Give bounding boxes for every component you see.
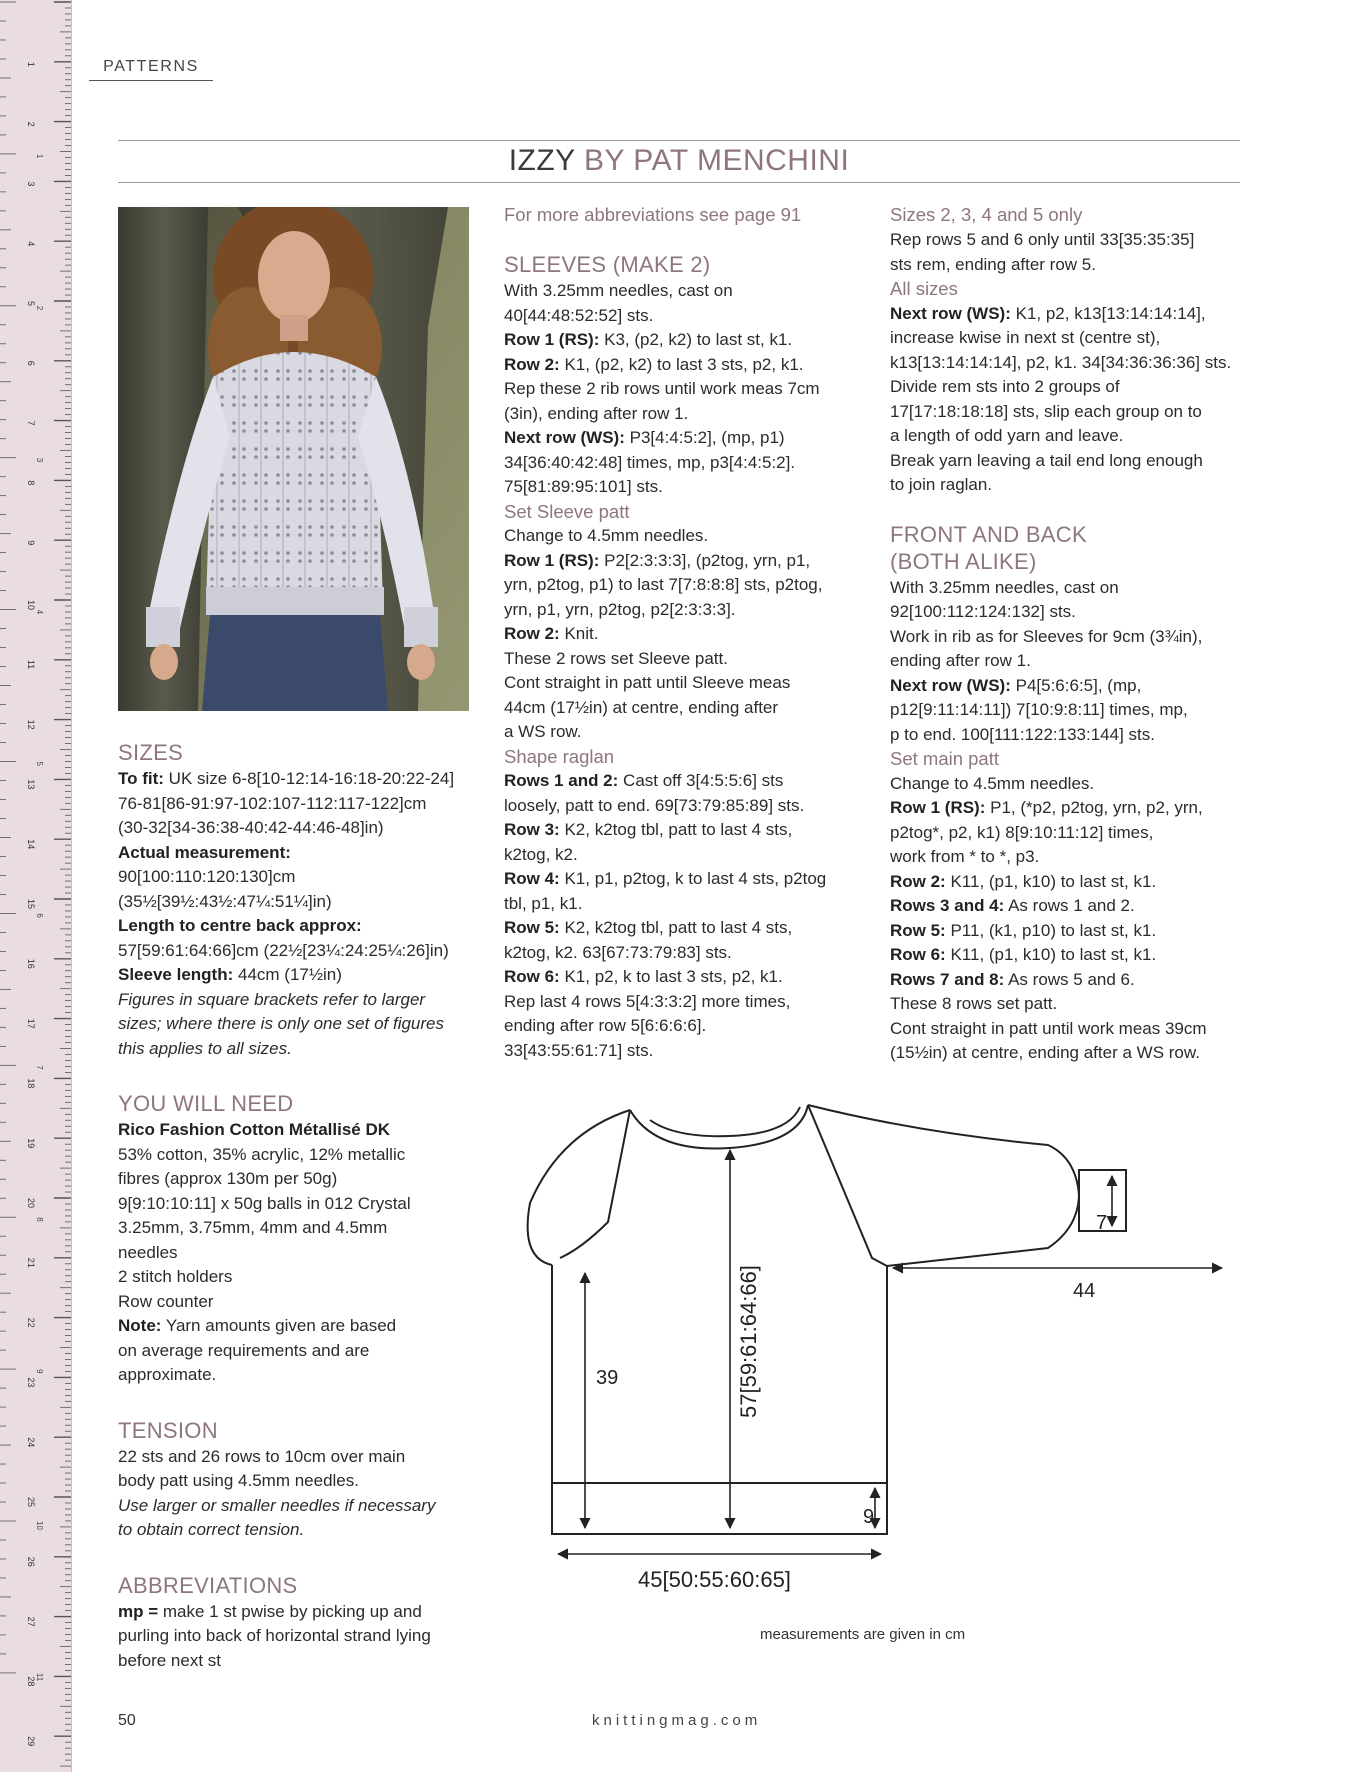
raglan-rows-1-2-text: Cast off 3[4:5:5:6] sts xyxy=(618,771,784,790)
sleeve-patt-row-2-label: Row 2: xyxy=(504,624,560,643)
raglan-repeat-1: Rep last 4 rows 5[4:3:3:2] more times, xyxy=(504,991,791,1011)
ruler-cm-label: 21 xyxy=(26,1257,36,1268)
ruler-cm-label: 4 xyxy=(26,241,36,247)
rib-repeat-1: Rep these 2 rib rows until work meas 7cm xyxy=(504,379,820,398)
raglan-row-3 xyxy=(504,818,864,843)
front-next-row-text: P4[5:6:6:5], (mp, xyxy=(1010,675,1142,695)
sleeve-row-1-label: Row 1 (RS): xyxy=(504,330,600,349)
raglan-row-3-cont: k2tog, k2. xyxy=(504,844,578,864)
main-row-1-cont-2: work from * to *, p3. xyxy=(890,847,1040,866)
ruler-cm-label: 9 xyxy=(26,540,36,546)
ruler-inch-label: 2 xyxy=(35,305,44,311)
left-raglan xyxy=(560,1110,630,1258)
all-sizes-next-row-text: K1, p2, k13[13:14:14:14], xyxy=(1010,303,1206,323)
sleeve-row-1 xyxy=(504,328,864,353)
ruler-graphic xyxy=(0,0,72,1772)
ruler-cm-label: 1 xyxy=(25,61,36,67)
raglan-rows-1-2 xyxy=(504,769,864,794)
ruler-inch-label: 11 xyxy=(35,1672,44,1682)
main-rows-3-4-text: As rows 1 and 2. xyxy=(1004,896,1135,915)
mp-line-2: purling into back of horizontal strand lying xyxy=(118,1626,431,1645)
main-rows-3-4 xyxy=(890,894,1255,919)
spacer xyxy=(504,228,864,252)
sleeve-next-row-label: Next row (WS): xyxy=(504,428,625,447)
main-rows-7-8 xyxy=(890,968,1255,993)
width-label: 45[50:55:60:65] xyxy=(638,1567,791,1592)
abbreviations-heading: ABBREVIATIONS xyxy=(118,1572,298,1598)
ruler-cm-label: 25 xyxy=(26,1497,36,1508)
you-will-need-heading: YOU WILL NEED xyxy=(118,1091,294,1116)
ruler-cm-label: 14 xyxy=(26,839,36,850)
schematic-svg xyxy=(500,1098,1240,1618)
spacer xyxy=(890,498,1255,522)
ruler-cm-label: 26 xyxy=(26,1556,36,1567)
total-length-label: 57[59:61:64:66] xyxy=(736,1265,761,1418)
all-sizes-next-row-3: k13[13:14:14:14], p2, k1. 34[34:36:36:36] sts. xyxy=(890,352,1232,372)
sleeve-row-2 xyxy=(504,353,864,378)
spacer xyxy=(118,1543,478,1573)
divide-1: Divide rem sts into 2 groups of xyxy=(890,377,1120,396)
raglan-row-3-text: K2, k2tog tbl, patt to last 4 sts, xyxy=(559,820,793,839)
all-sizes-next-row xyxy=(890,302,1255,327)
sizes-note-2 xyxy=(118,1012,478,1037)
tension-line-1: 22 sts and 26 rows to 10cm over main xyxy=(118,1446,406,1466)
raglan-row-6-text: K1, p2, k to last 3 sts, p2, k1. xyxy=(559,967,783,986)
neckline-inner xyxy=(650,1107,800,1136)
front-back-heading-2: (BOTH ALIKE) xyxy=(890,548,1037,574)
shape-raglan-heading: Shape raglan xyxy=(504,745,615,767)
tension-line-2: body patt using 4.5mm needles. xyxy=(118,1471,359,1490)
website-url: knittingmag.com xyxy=(592,1712,762,1729)
raglan-row-4-label: Row 4: xyxy=(504,869,560,888)
length-label: Length to centre back approx: xyxy=(118,916,362,935)
front-rib-1: Work in rib as for Sleeves for 9cm (3¾in), xyxy=(890,626,1203,646)
sizes-2-5-heading: Sizes 2, 3, 4 and 5 only xyxy=(890,204,1083,225)
sleeve-patt-row-1-2: yrn, p2tog, p1) to last 7[7:8:8:8] sts, p2tog, xyxy=(504,575,823,594)
ruler-inch-label: 4 xyxy=(35,609,44,615)
front-rib-2: ending after row 1. xyxy=(890,651,1031,670)
sleeve-cont-2: 44cm (17½in) at centre, ending after xyxy=(504,697,779,717)
right-raglan xyxy=(808,1105,887,1266)
model-photo-illustration xyxy=(118,207,469,711)
ruler-cm-label: 8 xyxy=(26,480,36,486)
ruler-cm-label: 23 xyxy=(26,1377,36,1388)
sleeve-length-label: Sleeve length: xyxy=(118,965,234,984)
sleeve-cont-3: a WS row. xyxy=(504,722,582,741)
yarn-note-line-3: approximate. xyxy=(118,1365,217,1384)
raglan-repeat-2: ending after row 5[6:6:6:6]. xyxy=(504,1016,707,1035)
sizes-note-1 xyxy=(118,988,478,1013)
yarn-note-line-1 xyxy=(118,1314,478,1339)
mp-label: mp = xyxy=(118,1601,159,1621)
raglan-row-6-label: Row 6: xyxy=(504,967,560,986)
length-label-line xyxy=(118,914,478,939)
ruler-inch-label: 5 xyxy=(35,761,44,766)
mp-line-3: before next st xyxy=(118,1650,222,1670)
needles-line-1: 3.25mm, 3.75mm, 4mm and 4.5mm xyxy=(118,1218,388,1237)
sleeve-row-2-text: K1, (p2, k2) to last 3 sts, p2, k1. xyxy=(559,354,804,374)
sizes-note-1-text: Figures in square brackets refer to larger xyxy=(118,989,426,1009)
needles-line-2: needles xyxy=(118,1242,178,1262)
ruler-cm-label: 7 xyxy=(26,420,36,426)
front-next-row xyxy=(890,674,1255,699)
sleeve-length-label: 44 xyxy=(1073,1280,1096,1302)
main-row-2-label: Row 2: xyxy=(890,871,946,891)
raglan-row-5-label: Row 5: xyxy=(504,918,560,937)
mp-text-1: make 1 st pwise by picking up and xyxy=(158,1601,422,1621)
to-fit-line xyxy=(118,767,478,792)
ruler-inch-label: 8 xyxy=(35,1217,44,1222)
ruler-inch-label: 1 xyxy=(35,153,44,159)
sleeve-patt-row-2 xyxy=(504,622,864,647)
title-bar xyxy=(118,140,1240,183)
front-next-row-label: Next row (WS): xyxy=(890,675,1011,695)
front-next-row-2: p12[9:11:14:11]) 7[10:9:8:11] times, mp, xyxy=(890,700,1188,719)
to-fit-label: To fit: xyxy=(118,769,164,788)
ruler-cm-label: 16 xyxy=(26,958,36,969)
actual-label: Actual measurement: xyxy=(118,842,291,862)
sleeve-cast-on-1: With 3.25mm needles, cast on xyxy=(504,281,733,300)
title-byline: BY PAT MENCHINI xyxy=(583,144,850,177)
column-1 xyxy=(118,740,478,1673)
main-patt-1: Change to 4.5mm needles. xyxy=(890,773,1095,793)
ruler-inch-label: 10 xyxy=(35,1521,44,1530)
main-rows-7-8-label: Rows 7 and 8: xyxy=(890,969,1005,989)
main-rows-7-8-text: As rows 5 and 6. xyxy=(1004,969,1135,989)
sleeve-cont-1: Cont straight in patt until Sleeve meas xyxy=(504,673,791,692)
main-row-2-text: K11, (p1, k10) to last st, k1. xyxy=(945,871,1157,891)
sizes-2-5-line-1: Rep rows 5 and 6 only until 33[35:35:35] xyxy=(890,230,1195,249)
tension-line-4-text: to obtain correct tension. xyxy=(118,1520,305,1539)
stitch-holders: 2 stitch holders xyxy=(118,1267,233,1286)
all-sizes-next-row-2: increase kwise in next st (centre st), xyxy=(890,328,1161,347)
ruler-cm-label: 20 xyxy=(26,1198,36,1209)
raglan-row-3-label: Row 3: xyxy=(504,820,560,839)
ruler-inch-label: 3 xyxy=(35,457,44,463)
main-row-1 xyxy=(890,796,1255,821)
ruler-cm-label: 29 xyxy=(26,1736,36,1747)
mp-line-1 xyxy=(118,1600,478,1625)
sizes-note-2-text: sizes; where there is only one set of figures xyxy=(118,1014,444,1033)
cuff-label: 7 xyxy=(1096,1212,1108,1234)
rib-label: 9 xyxy=(863,1506,875,1528)
ruler-cm-label: 15 xyxy=(26,899,36,910)
main-patt-3: Cont straight in patt until work meas 39cm xyxy=(890,1018,1207,1038)
raglan-row-4 xyxy=(504,867,864,892)
main-row-6-label: Row 6: xyxy=(890,945,946,964)
sleeve-row-2-label: Row 2: xyxy=(504,354,560,374)
schematic-outline xyxy=(528,1105,1126,1534)
sleeve-cast-on-2: 40[44:48:52:52] sts. xyxy=(504,305,654,325)
body-length-label: 39 xyxy=(596,1367,619,1389)
main-patt-2: These 8 rows set patt. xyxy=(890,994,1058,1013)
raglan-repeat-3: 33[43:55:61:71] sts. xyxy=(504,1040,654,1060)
ruler-cm-label: 2 xyxy=(26,121,36,127)
abbreviations-reference: For more abbreviations see page 91 xyxy=(504,204,802,225)
yarn-name-line xyxy=(118,1118,478,1143)
main-row-6-text: K11, (p1, k10) to last st, k1. xyxy=(945,945,1157,964)
ruler-cm-label: 19 xyxy=(26,1138,36,1149)
measurements-caption: measurements are given in cm xyxy=(760,1626,966,1643)
ruler-cm-label: 27 xyxy=(26,1616,36,1627)
title-main: IZZY xyxy=(508,144,576,177)
ruler-inch-label: 9 xyxy=(35,1369,44,1374)
yarn-note-text-1: Yarn amounts given are based xyxy=(161,1316,397,1335)
break-yarn-2: to join raglan. xyxy=(890,475,993,494)
sleeve-next-row-text: P3[4:4:5:2], (mp, p1) xyxy=(624,428,785,447)
sleeve-patt-row-1-label: Row 1 (RS): xyxy=(504,550,600,570)
main-row-6 xyxy=(890,943,1255,968)
model-photo xyxy=(118,207,469,711)
to-fit-in: (30-32[34-36:38-40:42-44:46-48]in) xyxy=(118,818,384,837)
main-row-1-cont: p2tog*, p2, k1) 8[9:10:11:12] times, xyxy=(890,822,1154,842)
divide-3: a length of odd yarn and leave. xyxy=(890,426,1124,445)
yarn-line-1: 53% cotton, 35% acrylic, 12% metallic xyxy=(118,1144,406,1164)
tension-line-3-text: Use larger or smaller needles if necessary xyxy=(118,1495,436,1515)
front-back-heading-1: FRONT AND BACK xyxy=(890,521,1087,547)
raglan-row-4-cont: tbl, p1, k1. xyxy=(504,893,583,913)
spacer xyxy=(118,1388,478,1418)
front-cast-on-1: With 3.25mm needles, cast on xyxy=(890,577,1119,597)
sizes-note-3 xyxy=(118,1037,478,1062)
main-row-1-label: Row 1 (RS): xyxy=(890,798,986,817)
tension-line-3 xyxy=(118,1494,478,1519)
row-counter: Row counter xyxy=(118,1291,214,1311)
rib-repeat-2: (3in), ending after row 1. xyxy=(504,403,689,423)
main-row-5-text: P11, (k1, p10) to last st, k1. xyxy=(945,920,1157,940)
ruler-cm-label: 13 xyxy=(26,779,36,790)
garment-schematic xyxy=(500,1098,1240,1618)
main-row-1-text: P1, (*p2, p2tog, yrn, p2, yrn, xyxy=(985,798,1203,817)
length-text: 57[59:61:64:66]cm (22½[23¼:24:25¼:26]in) xyxy=(118,940,449,960)
main-row-5 xyxy=(890,919,1255,944)
raglan-row-6 xyxy=(504,965,864,990)
ruler-cm-label: 6 xyxy=(26,360,36,366)
ruler-cm-label: 5 xyxy=(26,301,36,307)
running-head: PATTERNS xyxy=(89,58,213,81)
yarn-line-2: fibres (approx 130m per 50g) xyxy=(118,1169,338,1188)
ruler-cm-label: 11 xyxy=(26,659,36,670)
page-number: 50 xyxy=(118,1712,136,1729)
all-sizes-heading: All sizes xyxy=(890,278,958,299)
raglan-row-4-text: K1, p1, p2tog, k to last 4 sts, p2tog xyxy=(559,869,827,888)
ruler-cm-label: 28 xyxy=(26,1676,36,1687)
set-sleeve-1: Change to 4.5mm needles. xyxy=(504,526,709,545)
spacer xyxy=(118,1061,478,1091)
ruler-cm-label: 17 xyxy=(26,1018,36,1029)
break-yarn-1: Break yarn leaving a tail end long enough xyxy=(890,450,1203,470)
sleeve-length-line xyxy=(118,963,478,988)
sleeve-row-1-text: K3, (p2, k2) to last st, k1. xyxy=(599,330,793,349)
ruler-cm-label: 18 xyxy=(26,1078,36,1089)
sleeve-patt-row-1-3: yrn, p1, yrn, p2tog, p2[2:3:3:3]. xyxy=(504,599,736,619)
to-fit-text: UK size 6-8[10-12:14-16:18-20:22-24] xyxy=(163,769,455,788)
front-next-row-3: p to end. 100[111:122:133:144] sts. xyxy=(890,724,1155,744)
ruler-cm-label: 22 xyxy=(26,1317,36,1328)
actual-label-line xyxy=(118,841,478,866)
sizes-note-3-text: this applies to all sizes. xyxy=(118,1038,292,1058)
sleeve-next-row-3: 75[81:89:95:101] sts. xyxy=(504,477,663,496)
yarn-line-3: 9[9:10:10:11] x 50g balls in 012 Crystal xyxy=(118,1193,411,1213)
sleeve-next-row-2: 34[36:40:42:48] times, mp, p3[4:4:5:2]. xyxy=(504,452,796,472)
all-sizes-next-row-label: Next row (WS): xyxy=(890,303,1011,323)
actual-in: (35½[39½:43½:47¼:51¼]in) xyxy=(118,891,332,911)
main-row-2 xyxy=(890,870,1255,895)
sizes-2-5-line-2: sts rem, ending after row 5. xyxy=(890,254,1096,274)
yarn-note-line-2: on average requirements and are xyxy=(118,1340,370,1360)
pattern-title xyxy=(118,141,1240,181)
yarn-name: Rico Fashion Cotton Métallisé DK xyxy=(118,1120,391,1139)
tension-line-4 xyxy=(118,1518,478,1543)
main-patt-4: (15½in) at centre, ending after a WS row. xyxy=(890,1043,1200,1062)
set-sleeve-2: These 2 rows set Sleeve patt. xyxy=(504,648,728,668)
ruler-cm-label: 3 xyxy=(26,181,36,187)
sleeves-heading: SLEEVES (MAKE 2) xyxy=(504,252,711,277)
column-3 xyxy=(890,202,1255,1066)
actual-cm: 90[100:110:120:130]cm xyxy=(118,867,296,886)
neckline-outer xyxy=(630,1105,808,1149)
ruler-cm-label: 12 xyxy=(26,719,36,730)
sleeve-next-row xyxy=(504,426,864,451)
raglan-rows-1-2-cont: loosely, patt to end. 69[73:79:85:89] sts. xyxy=(504,795,805,815)
main-row-5-label: Row 5: xyxy=(890,920,946,940)
front-cast-on-2: 92[100:112:124:132] sts. xyxy=(890,602,1076,621)
schematic-arrows xyxy=(558,1150,1222,1554)
sleeve-length-text: 44cm (17½in) xyxy=(233,965,342,984)
sleeve-patt-row-1-text: P2[2:3:3:3], (p2tog, yrn, p1, xyxy=(599,550,811,570)
raglan-rows-1-2-label: Rows 1 and 2: xyxy=(504,771,619,790)
ruler-cm-label: 10 xyxy=(26,600,36,611)
raglan-row-5 xyxy=(504,916,864,941)
measuring-ruler xyxy=(0,0,72,1772)
raglan-row-5-cont: k2tog, k2. 63[67:73:79:83] sts. xyxy=(504,942,732,962)
to-fit-cm: 76-81[86-91:97-102:107-112:117-122]cm xyxy=(118,793,427,813)
sizes-heading: SIZES xyxy=(118,740,184,765)
column-2 xyxy=(504,202,864,1063)
yarn-note-label: Note: xyxy=(118,1316,162,1335)
ruler-cm-label: 24 xyxy=(26,1437,36,1448)
raglan-row-5-text: K2, k2tog tbl, patt to last 4 sts, xyxy=(559,918,793,937)
ruler-inch-label: 7 xyxy=(35,1065,44,1070)
ruler-inch-label: 6 xyxy=(35,913,44,918)
main-rows-3-4-label: Rows 3 and 4: xyxy=(890,896,1005,915)
set-main-patt-heading: Set main patt xyxy=(890,748,1000,769)
tension-heading: TENSION xyxy=(118,1417,218,1443)
body-outline xyxy=(552,1265,887,1534)
sleeve-patt-row-2-text: Knit. xyxy=(559,624,599,643)
sleeve-patt-row-1 xyxy=(504,549,864,574)
divide-2: 17[17:18:18:18] sts, slip each group on to xyxy=(890,401,1202,421)
right-sleeve-outline xyxy=(808,1105,1079,1266)
set-sleeve-patt-heading: Set Sleeve patt xyxy=(504,500,630,522)
